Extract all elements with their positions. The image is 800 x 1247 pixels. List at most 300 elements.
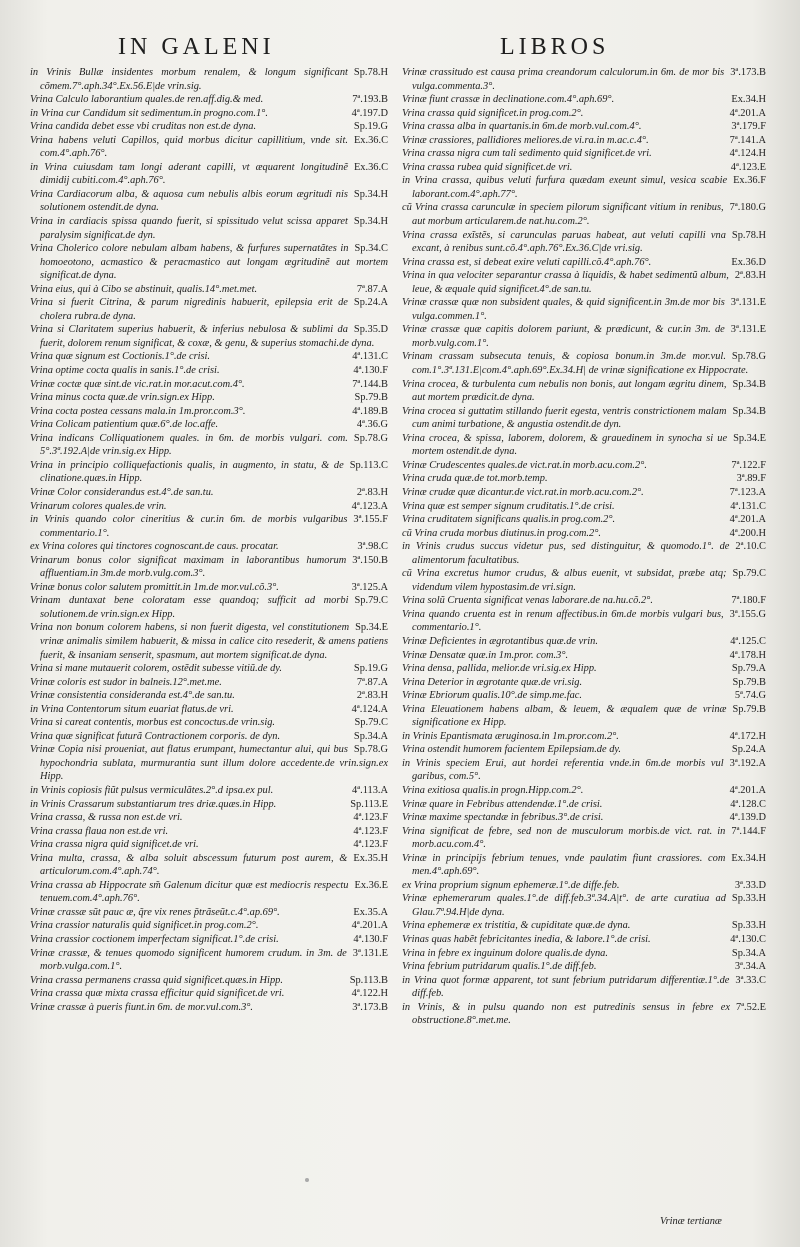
index-entry xyxy=(30,93,388,107)
entry-text: Vrina si fuerit Citrina, & parum nigredinis habuerit, epilepsia erit de cholera rubra.de dyna. xyxy=(30,297,348,322)
entry-text: cũ Vrina crassa carunculæ in speciem pilorum significant vitium in renibus, aut morbum articularem.de nat.hu.com.2°. xyxy=(402,202,724,228)
index-entry xyxy=(402,107,766,121)
entry-text: in Vrinis crudus succus videtur pus, sed distinguitur, & quomodo.1°. de alimentorum facultatibus. xyxy=(402,541,730,566)
index-entry xyxy=(30,161,388,188)
entry-text: in Vrina cuiusdam tam longi aderant capilli, vt æquarent longitudinẽ dimidij cubiti.com.4°.aph.76°. xyxy=(30,161,348,187)
entry-text: in Vrinis speciem Erui, aut hordei referentia vnde.in 6m.de morbis vul garibus, com.5°. xyxy=(402,757,724,783)
entry-reference: Sp.34.B xyxy=(732,405,766,417)
index-entry xyxy=(30,987,388,1001)
entry-reference: Sp.78.G xyxy=(353,744,388,756)
index-entry xyxy=(402,486,766,500)
index-entry xyxy=(402,459,766,473)
entry-reference: 4ª.201.A xyxy=(351,920,388,932)
entry-reference: 3ª.34.A xyxy=(734,961,766,973)
entry-reference: 4ª.123.F xyxy=(353,825,388,837)
entry-reference: 4ª.130.F xyxy=(353,934,388,945)
entry-text: Vrinarum colores quales.de vrin. xyxy=(30,500,167,512)
entry-reference: 4ª.189.B xyxy=(352,405,388,417)
entry-text: Vrina crassa exĩstẽs, si carunculas paruas habeat, aut veluti capilli vna excant, à renibus sunt.cõ.4°.aph.76°.Ex.36.C|de vri.sig. xyxy=(402,229,726,255)
entry-text: Vrinæ Crudescentes quales.de vict.rat.in morb.acu.com.2°. xyxy=(402,459,647,471)
entry-text: Vrina densa, pallida, melior.de vri.sig.ex Hipp. xyxy=(402,663,597,675)
entry-reference: Sp.79.B xyxy=(732,703,766,715)
entry-text: Vrina crassa quæ mixta crassa efficitur quid significet.de vri. xyxy=(30,988,285,1000)
index-entry xyxy=(30,107,388,121)
index-entry xyxy=(402,784,766,798)
index-entry xyxy=(30,513,388,540)
index-entry xyxy=(30,621,388,662)
index-entry xyxy=(30,879,388,906)
index-entry xyxy=(402,960,766,974)
entry-text: Vrinæ Color considerandus est.4°.de san.tu. xyxy=(30,486,214,498)
entry-reference: Sp.79.B xyxy=(354,392,388,404)
entry-text: in Vrina Contentorum situm euariat flatus.de vri. xyxy=(30,703,234,715)
entry-reference: 3ª.173.B xyxy=(352,1001,388,1013)
entry-reference: 4ª.123.E xyxy=(730,161,766,173)
entry-reference: Ex.36.C xyxy=(353,161,388,173)
index-entry xyxy=(402,703,766,730)
entry-reference: Sp.24.A xyxy=(731,744,766,756)
entry-text: Vrina Colicam patientium quæ.6°.de loc.affe. xyxy=(30,419,219,431)
entry-text: Vrinæ Densatæ quæ.in 1m.pror. com.3°. xyxy=(402,649,569,661)
entry-text: Vrina crocea, & turbulenta cum nebulis non bonis, aut longam ægritu dinem, aut mortem prædicit.de dyna. xyxy=(402,378,727,404)
index-entry xyxy=(30,784,388,798)
entry-text: Vrina optime cocta qualis in sanis.1°.de crisi. xyxy=(30,365,220,377)
index-entry xyxy=(402,811,766,825)
index-entry xyxy=(30,662,388,676)
index-entry xyxy=(30,716,388,730)
entry-text: Vrina candida debet esse vbi cruditas non est.de dyna. xyxy=(30,121,257,133)
entry-reference: Sp.79.C xyxy=(732,568,766,580)
index-entry xyxy=(402,662,766,676)
index-entry xyxy=(30,974,388,988)
entry-reference: Sp.34.A xyxy=(353,730,388,742)
index-entry xyxy=(30,594,388,621)
index-entry xyxy=(402,635,766,649)
index-entry xyxy=(30,933,388,947)
entry-text: Vrinæ Deficientes in ægrotantibus quæ.de vrin. xyxy=(402,635,598,647)
entry-reference: 7ª.123.A xyxy=(729,486,766,498)
entry-text: Vrina si careat contentis, morbus est concoctus.de vrin.sig. xyxy=(30,717,276,729)
entry-text: Vrina quæ est semper signum cruditatis.1°.de crisi. xyxy=(402,500,615,512)
entry-reference: 3ª.150.B xyxy=(352,554,388,566)
index-entry xyxy=(402,66,766,93)
entry-text: Vrina Deterior in ægrotante quæ.de vri.sig. xyxy=(402,676,583,688)
index-entry xyxy=(30,743,388,784)
index-entry xyxy=(30,811,388,825)
index-entry xyxy=(402,730,766,744)
entry-text: Vrina crassa est, si debeat exire veluti capilli.cõ.4°.aph.76°. xyxy=(402,256,652,268)
entry-reference: Sp.113.C xyxy=(349,459,388,471)
entry-text: Vrina cruditatem significans qualis.in prog.com.2°. xyxy=(402,514,616,526)
entry-reference: 4ª.201.A xyxy=(729,107,766,119)
entry-text: Vrina crassa nigra quid significet.de vri. xyxy=(30,839,199,851)
index-entry xyxy=(30,134,388,161)
entry-text: Vrinarum bonus color significat maximam in laborantibus humorum affluentiam.in 3m.de morb.vulg.com.3°. xyxy=(30,554,347,580)
entry-reference: 3ª.173.B xyxy=(730,67,766,78)
index-entry xyxy=(402,201,766,228)
index-entry xyxy=(402,147,766,161)
entry-reference: 7ª.180.F xyxy=(731,595,766,607)
index-entry xyxy=(402,689,766,703)
entry-text: in Vrinis Epantismata æruginosa.in 1m.pror.com.2°. xyxy=(402,730,619,742)
entry-text: Vrina crassa ab Hippocrate sm̃ Galenum dicitur quæ est mediocris respectu tenuem.com.4°.aph.76°. xyxy=(30,879,349,905)
entry-reference: 3ª.33.C xyxy=(735,974,766,986)
entry-text: Vrina crassa rubea quid significet.de vri. xyxy=(402,161,573,173)
entry-reference: 4ª.201.A xyxy=(729,784,766,796)
index-entry xyxy=(30,486,388,500)
entry-reference: 3ª.98.C xyxy=(357,541,388,553)
entry-text: Vrinæ Copia nisi proueniat, aut flatus erumpant, humectantur alui, qui bus hypochondria sublata, murmurantia sunt illum dolore accedente.de vrin.sign.ex Hipp. xyxy=(30,744,388,783)
entry-text: Vrina minus cocta quæ.de vrin.sign.ex Hipp. xyxy=(30,392,215,404)
entry-reference: 7ª.122.F xyxy=(731,459,766,471)
entry-text: Vrina ostendit humorem facientem Epilepsiam.de dy. xyxy=(402,744,622,756)
entry-text: Vrina febrium putridarum qualis.1°.de diff.feb. xyxy=(402,961,597,973)
index-entry xyxy=(30,418,388,432)
entry-reference: Sp.34.C xyxy=(354,243,388,255)
entry-reference: 3ª.125.A xyxy=(351,581,388,593)
index-entry xyxy=(30,391,388,405)
index-entry xyxy=(402,825,766,852)
entry-text: Vrina eius, qui à Cibo se abstinuit, qualis.14°.met.met. xyxy=(30,283,258,295)
entry-text: Vrina si Claritatem superius habuerit, & inferius nebulosa & sublimi da fuerit, dolorem renum significat, & coxæ, & genu, & superius stomachi.de dyna. xyxy=(30,324,375,349)
entry-text: Vrina exitiosa qualis.in progn.Hipp.com.2°. xyxy=(402,784,584,796)
entry-reference: Ex.36.C xyxy=(353,134,388,146)
entry-reference: Sp.34.H xyxy=(353,188,388,200)
index-entry xyxy=(30,703,388,717)
entry-text: Vrinas quas habẽt febricitantes inedia, & labore.1°.de crisi. xyxy=(402,934,651,945)
entry-text: Vrinæ coctæ quæ sint.de vic.rat.in mor.acut.com.4°. xyxy=(30,378,245,390)
entry-text: Vrina si mane mutauerit colorem, ostẽdit subesse vitiũ.de dy. xyxy=(30,663,282,675)
index-entry xyxy=(402,350,766,377)
entry-reference: Sp.34.H xyxy=(353,216,388,228)
entry-text: Vrina crassa flaua non est.de vri. xyxy=(30,825,169,837)
entry-reference: 4ª.36.G xyxy=(356,419,388,431)
entry-reference: 4ª.130.F xyxy=(353,365,388,377)
entry-reference: 3ª.89.F xyxy=(736,473,766,485)
index-entry xyxy=(402,161,766,175)
entry-reference: 2ª.83.H xyxy=(734,270,766,282)
entry-text: ex Vrina colores qui tinctores cognoscant.de caus. procatar. xyxy=(30,541,279,553)
entry-text: Vrinæ crassæ à pueris fiunt.in 6m. de mor.vul.com.3°. xyxy=(30,1001,254,1013)
entry-reference: 3ª.155.G xyxy=(729,608,766,620)
entry-text: Vrina quæ significat futurã Contractionem corporis. de dyn. xyxy=(30,730,281,742)
entry-reference: 4ª.124.A xyxy=(351,703,388,715)
entry-text: Vrinæ bonus color salutem promittit.in 1m.de mor.vul.cõ.3°. xyxy=(30,581,279,593)
index-entry xyxy=(30,378,388,392)
index-entry xyxy=(30,296,388,323)
entry-text: in Vrinis Bullæ insidentes morbum renalem, & longum significant cõmem.7°.aph.34°.Ex.56.E|de vrin.sig. xyxy=(30,67,348,92)
index-entry xyxy=(30,798,388,812)
index-entry xyxy=(30,730,388,744)
index-entry xyxy=(30,676,388,690)
entry-reference: 4ª.131.C xyxy=(352,351,388,363)
index-entry xyxy=(30,906,388,920)
entry-reference: 7ª.52.E xyxy=(736,1001,766,1013)
index-entry xyxy=(30,947,388,974)
entry-text: Vrinæ crassiores, pallidiores meliores.de vi.ra.in m.ac.c.4°. xyxy=(402,134,649,146)
entry-reference: 3ª.179.F xyxy=(731,121,766,133)
index-entry xyxy=(30,554,388,581)
entry-reference: Sp.34.B xyxy=(732,378,766,390)
entry-text: Vrina quæ signum est Coctionis.1°.de crisi. xyxy=(30,351,211,363)
entry-text: in Vrinis Crassarum substantiarum tres driæ.quæs.in Hipp. xyxy=(30,798,277,810)
entry-text: cũ Vrina cruda morbus diutinus.in prog.com.2°. xyxy=(402,527,601,539)
index-entry xyxy=(402,378,766,405)
index-entry xyxy=(402,256,766,270)
entry-reference: 7ª.193.B xyxy=(352,94,388,106)
entry-text: in Vrina quot formæ apparent, tot sunt febrium putridarum differentiæ.1°.de diff.feb. xyxy=(402,974,730,1000)
index-entry xyxy=(402,134,766,148)
entry-text: Vrinæ crassæ quæ non subsident quales, & quid significent.in 3m.de mor bis vulga.commen.1°. xyxy=(402,297,725,322)
index-entry xyxy=(30,459,388,486)
entry-text: Vrina crassa quid significet.in prog.com.2°. xyxy=(402,107,584,119)
entry-reference: 4ª.113.A xyxy=(352,784,388,796)
index-entry xyxy=(402,229,766,256)
index-entry xyxy=(402,594,766,608)
entry-reference: Sp.34.E xyxy=(733,432,766,444)
entry-text: Vrina multa, crassa, & alba soluit abscessum futurum post aurem, & articulorum.com.4°.aph.74°. xyxy=(30,852,348,878)
entry-text: in Vrinis, & in pulsu quando non est putredinis sensus in febre ex obstructione.8°.met.me. xyxy=(402,1001,730,1027)
index-entry xyxy=(30,188,388,215)
index-entry xyxy=(30,66,388,93)
entry-reference: 5ª.74.G xyxy=(734,690,766,702)
entry-text: Vrina crassior naturalis quid significet.in prog.com.2°. xyxy=(30,920,259,932)
entry-text: Vrina quando cruenta est in renum affectibus.in 6m.de morbis vulgari bus, commentario.1°. xyxy=(402,608,724,634)
entry-reference: Sp.19.G xyxy=(353,121,388,133)
entry-reference: Sp.113.B xyxy=(349,974,388,986)
entry-reference: Ex.35.H xyxy=(353,852,388,864)
entry-text: Vrina non bonum colorem habens, si non fuerit digesta, vel constitutionem vrinæ animalis similem habuerit, & missa in calice cito resederit, & amens patiens fuerit, & insaniam senserit, spasmum, aut mortem significat.de dyna. xyxy=(30,622,388,661)
entry-text: Vrina crocea si guttatim stillando fuerit egesta, ventris constrictionem malam cum animi turbatione, & angustia ostendit.de dyn. xyxy=(402,405,727,431)
entry-text: in Vrina crassa, quibus veluti furfura quædam exeunt simul, vesica scabie laborant.com.4°.aph.77°. xyxy=(402,175,728,200)
entry-reference: Ex.34.H xyxy=(731,852,766,864)
entry-reference: Sp.79.B xyxy=(732,676,766,688)
entry-text: Vrinam crassam subsecuta tenuis, & copiosa bonum.in 3m.de mor.vul. com.1°.3ª.131.E|com.4°.aph.69°.Ex.34.H| de vrinæ significatione ex Hippocrate. xyxy=(402,351,749,377)
entry-reference: 7ª.180.G xyxy=(729,202,766,214)
entry-reference: 3ª.192.A xyxy=(729,757,766,769)
index-entry xyxy=(30,581,388,595)
index-entry xyxy=(402,527,766,541)
entry-reference: 4ª.123.F xyxy=(353,839,388,851)
header-left: IN GALENI xyxy=(118,34,275,60)
entry-text: Vrinæ coloris est sudor in balneis.12°.met.me. xyxy=(30,676,222,688)
entry-text: in Vrinis copiosis fiũt pulsus vermiculãtes.2°.d ipsa.ex pul. xyxy=(30,784,274,796)
index-entry xyxy=(30,838,388,852)
entry-text: Vrina Cholerico colore nebulam albam habens, & furfures supernatãtes in homoeotono, acmastico & peracmastico aut longam ægritudinẽ aut mortem significat.de dyna. xyxy=(30,243,388,282)
entry-reference: Ex.34.H xyxy=(731,94,766,106)
entry-text: Vrinæ crassæ quæ capitis dolorem pariunt, & prædicunt, & cur.in 3m. de morb.vulg.com.1°. xyxy=(402,324,725,349)
index-entry xyxy=(402,500,766,514)
entry-text: in Vrinis quando color cineritius & cur.in 6m. de morbis vulgaribus commentario.1°. xyxy=(30,514,348,539)
index-entry xyxy=(402,743,766,757)
index-entry xyxy=(402,892,766,919)
index-entry xyxy=(402,567,766,594)
index-entry xyxy=(402,757,766,784)
entry-text: Vrina crassa alba in quartanis.in 6m.de morb.vul.com.4°. xyxy=(402,121,642,133)
entry-reference: 4ª.128.C xyxy=(730,798,766,810)
entry-text: Vrina Eleuationem habens albam, & leuem, & æqualem quæ de vrinæ significatione ex Hipp. xyxy=(402,703,727,729)
entry-reference: 4ª.131.C xyxy=(730,500,766,512)
index-entry xyxy=(30,242,388,283)
index-entry xyxy=(402,405,766,432)
index-entry xyxy=(30,500,388,514)
index-entry xyxy=(30,825,388,839)
entry-reference: 2ª.83.H xyxy=(356,486,388,498)
index-entry xyxy=(30,689,388,703)
entry-reference: 3ª.131.E xyxy=(730,324,766,336)
entry-reference: Sp.79.C xyxy=(354,595,388,607)
left-column xyxy=(30,66,388,1014)
entry-text: Vrinæ crudæ quæ dicantur.de vict.rat.in morb.acu.com.2°. xyxy=(402,486,644,498)
entry-reference: Ex.35.A xyxy=(353,906,388,918)
entry-reference: 4ª.124.H xyxy=(729,148,766,160)
index-entry xyxy=(402,540,766,567)
page-spot xyxy=(305,1178,309,1182)
entry-text: ex Vrina proprium signum ephemeræ.1°.de diffe.feb. xyxy=(402,879,620,891)
entry-reference: 3ª.33.D xyxy=(734,879,766,891)
entry-text: Vrina cruda quæ.de tot.morb.temp. xyxy=(402,473,548,485)
index-entry xyxy=(402,947,766,961)
entry-reference: 4ª.172.H xyxy=(729,730,766,742)
index-entry xyxy=(402,919,766,933)
entry-reference: Sp.34.A xyxy=(731,947,766,959)
catchword: Vrinæ tertianæ xyxy=(660,1216,722,1227)
index-entry xyxy=(402,852,766,879)
entry-text: Vrinam duntaxat bene coloratam esse quandoq; sufficit ad morbi solutionem.de vrin.sign.ex Hipp. xyxy=(30,595,349,620)
entry-reference: 3ª.131.E xyxy=(352,947,388,959)
entry-text: Vrinæ crassæ, & tenues quomodo significent humorem crudum. in 3m. de morb.vulga.com.1°. xyxy=(30,947,347,973)
header-right: LIBROS xyxy=(500,34,610,60)
entry-text: Vrina significat de febre, sed non de musculorum morbis.de vict. rat. in morb.acu.com.4°. xyxy=(402,825,726,851)
entry-reference: 4ª.123.A xyxy=(351,500,388,512)
entry-text: Vrina crassa nigra cum tali sedimento quid significet.de vri. xyxy=(402,148,652,160)
entry-reference: 4ª.130.C xyxy=(730,934,766,945)
index-entry xyxy=(30,350,388,364)
index-entry xyxy=(402,323,766,350)
index-entry xyxy=(402,269,766,296)
entry-reference: 3ª.155.F xyxy=(353,514,388,526)
entry-reference: Sp.78.H xyxy=(353,67,388,78)
entry-text: Vrina crocea, & spissa, laborem, dolorem, & grauedinem in synocha si ue mortem ostendit.de dyna. xyxy=(402,432,728,458)
index-entry xyxy=(402,649,766,663)
index-entry xyxy=(30,323,388,350)
entry-reference: Sp.79.A xyxy=(731,663,766,675)
entry-text: Vrina crassa permanens crassa quid significet.quæs.in Hipp. xyxy=(30,974,283,986)
entry-reference: 4ª.123.F xyxy=(353,812,388,824)
entry-text: cũ Vrina excretus humor crudus, & albus euenit, vt subsidat, præbe atq; videndum vilem hypostasim.de vri.sign. xyxy=(402,568,727,593)
entry-reference: Sp.78.H xyxy=(731,229,766,241)
index-entry xyxy=(402,608,766,635)
entry-reference: 4ª.139.D xyxy=(729,812,766,824)
entry-reference: 2ª.10.C xyxy=(735,541,766,553)
entry-reference: 4ª.201.A xyxy=(729,514,766,526)
entry-text: Vrinæ consistentia consideranda est.4°.de san.tu. xyxy=(30,690,235,702)
entry-text: Vrinæ Ebriorum qualis.10°.de simp.me.fac. xyxy=(402,690,583,702)
index-entry xyxy=(402,432,766,459)
index-entry xyxy=(402,472,766,486)
entry-reference: 7ª.141.A xyxy=(729,134,766,146)
index-entry xyxy=(402,93,766,107)
index-entry xyxy=(30,1001,388,1015)
entry-text: Vrina in cardiacis spissa quando fuerit, si spissitudo velut scissa apparet paralysim significat.de dyn. xyxy=(30,216,348,241)
entry-reference: 4ª.200.H xyxy=(729,527,766,539)
entry-reference: Sp.33.H xyxy=(731,920,766,932)
entry-reference: Ex.36.E xyxy=(354,879,388,891)
entry-reference: 4ª.122.H xyxy=(351,988,388,1000)
entry-reference: 7ª.87.A xyxy=(356,283,388,295)
entry-text: Vrina Calculo laborantium quales.de ren.aff.dig.& med. xyxy=(30,94,264,106)
entry-reference: Sp.19.G xyxy=(353,663,388,675)
entry-text: Vrina cocta postea cessans mala.in 1m.pror.com.3°. xyxy=(30,405,246,417)
entry-reference: 4ª.125.C xyxy=(730,635,766,647)
entry-reference: Sp.113.E xyxy=(350,798,388,810)
entry-text: Vrina solũ Cruenta significat venas laborare.de na.hu.cõ.2°. xyxy=(402,595,653,607)
entry-reference: Ex.36.F xyxy=(733,175,766,187)
index-entry xyxy=(30,852,388,879)
right-column xyxy=(402,66,766,1028)
entry-text: Vrinæ ephemerarum quales.1°.de diff.feb.3ª.34.A|t°. de arte curatiua ad Glau.7ª.94.H|de dyna. xyxy=(402,893,726,918)
entry-reference: Sp.79.C xyxy=(354,717,388,729)
entry-reference: Sp.24.A xyxy=(353,297,388,309)
entry-reference: Sp.78.G xyxy=(731,351,766,363)
index-entry xyxy=(402,513,766,527)
entry-reference: 7ª.144.F xyxy=(731,825,766,837)
entry-reference: 4ª.178.H xyxy=(729,649,766,661)
index-entry xyxy=(30,405,388,419)
entry-reference: Sp.33.H xyxy=(731,893,766,905)
entry-reference: Ex.36.D xyxy=(731,256,766,268)
index-entry xyxy=(402,974,766,1001)
entry-reference: 7ª.144.B xyxy=(352,378,388,390)
index-entry xyxy=(402,879,766,893)
entry-text: Vrinæ maxime spectandæ in febribus.3°.de crisi. xyxy=(402,812,604,824)
entry-text: Vrinæ quare in Febribus attendendæ.1°.de crisi. xyxy=(402,798,603,810)
index-entry xyxy=(402,1001,766,1028)
entry-text: Vrina habens veluti Capillos, quid morbus dicitur capillitium, vnde sit. com.4°.aph.76°. xyxy=(30,134,348,160)
entry-reference: 2ª.83.H xyxy=(356,690,388,702)
entry-reference: Sp.78.G xyxy=(353,432,388,444)
entry-text: Vrina in qua velociter separantur crassa à liquidis, & habet sedimentũ album, leue, & æquale quid significet.4°.de san.tu. xyxy=(402,270,729,295)
entry-text: Vrina indicans Colliquationem quales. in 6m. de morbis vulgari. com. 5°.3ª.192.A|de vrin.sig.ex Hipp. xyxy=(30,432,348,458)
running-header xyxy=(0,34,800,68)
index-entry xyxy=(30,919,388,933)
index-entry xyxy=(402,120,766,134)
entry-text: Vrina in principio colliquefactionis qualis, in augmento, in statu, & de clinatione.quæs.in Hipp. xyxy=(30,459,344,485)
index-entry xyxy=(402,933,766,947)
index-entry xyxy=(30,120,388,134)
index-entry xyxy=(402,296,766,323)
entry-text: Vrina crassa, & russa non est.de vri. xyxy=(30,812,183,824)
entry-text: Vrina Cardiacorum alba, & aquosa cum nebulis albis eorum ægritudi nis solutionem ostendit.de dyna. xyxy=(30,188,348,214)
entry-reference: 4ª.197.D xyxy=(351,107,388,119)
entry-reference: Sp.34.E xyxy=(355,622,388,634)
entry-text: Vrinæ in principijs febrium tenues, vnde paulatim fiunt crassiores. com men.4°.aph.69°. xyxy=(402,852,726,878)
index-entry xyxy=(402,798,766,812)
index-entry xyxy=(30,432,388,459)
entry-text: Vrinæ crassæ sũt pauc æ, q̃re vix renes p̃trãseũt.c.4°.ap.69°. xyxy=(30,906,280,918)
entry-text: Vrinæ fiunt crassæ in declinatione.com.4°.aph.69°. xyxy=(402,94,615,106)
entry-text: in Vrina cur Candidum sit sedimentum.in progno.com.1°. xyxy=(30,107,268,119)
index-entry xyxy=(402,676,766,690)
index-entry xyxy=(30,215,388,242)
entry-text: Vrina crassior coctionem imperfectam significat.1°.de crisi. xyxy=(30,934,279,945)
entry-text: Vrinæ crassitudo est causa prima creandorum calculorum.in 6m. de mor bis vulga.commenta.3°. xyxy=(402,67,725,92)
index-entry xyxy=(30,283,388,297)
index-entry xyxy=(30,364,388,378)
entry-reference: 3ª.131.E xyxy=(730,297,766,309)
entry-reference: Sp.35.D xyxy=(353,324,388,336)
index-entry xyxy=(30,540,388,554)
